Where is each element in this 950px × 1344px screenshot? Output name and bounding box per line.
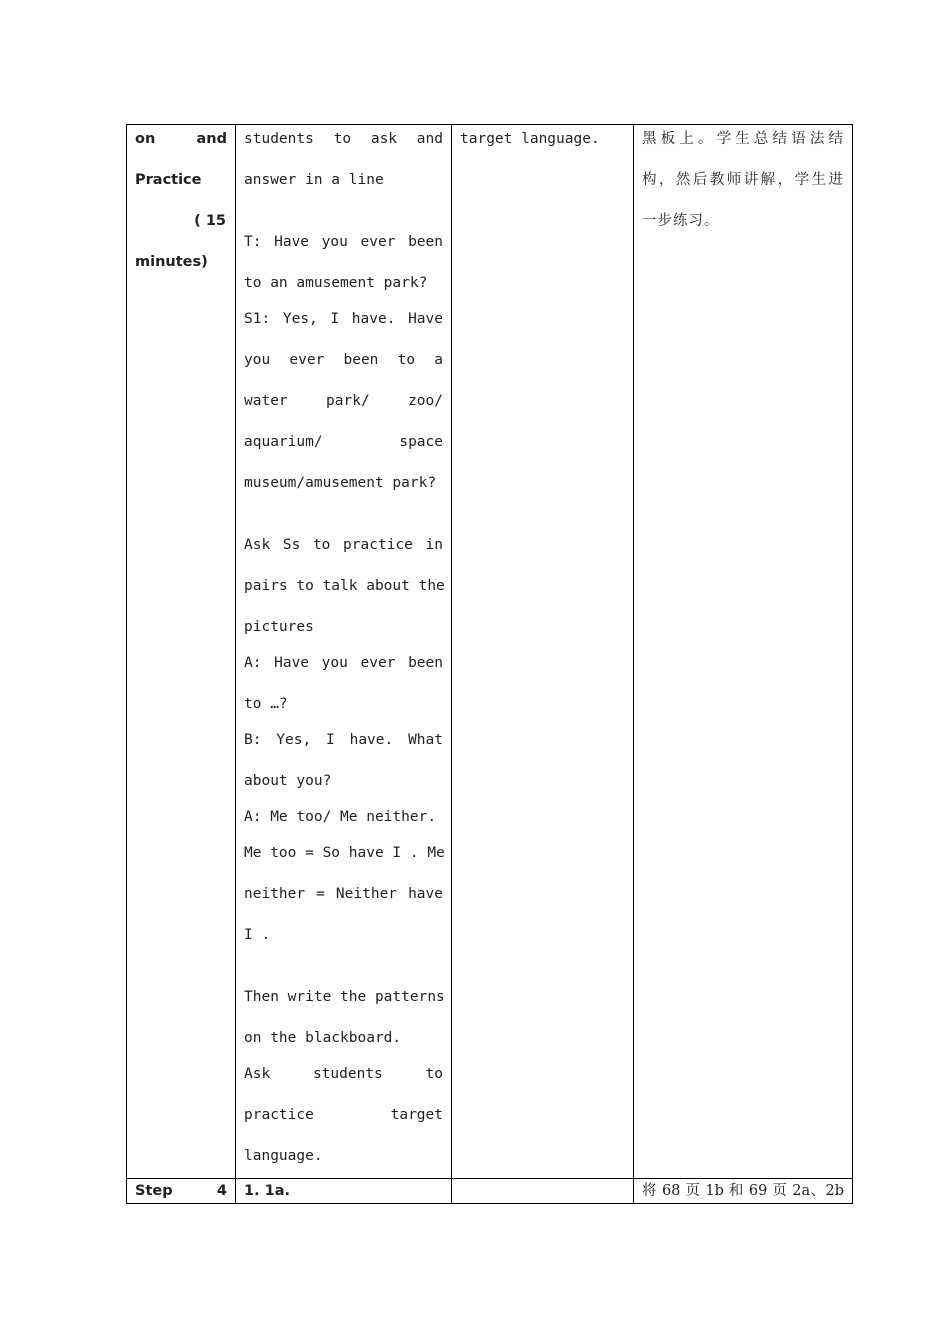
procedure-line: to an amusement park? <box>244 275 428 291</box>
stage-line: Step 4 <box>135 1183 227 1199</box>
procedure-line: Me too = So have I . Me <box>244 845 445 861</box>
stage-line: on and <box>135 131 227 147</box>
purpose-cell <box>634 1179 853 1204</box>
stage-cell <box>127 125 236 1179</box>
procedure-line: neither = Neither have <box>244 886 443 902</box>
stage-line: Practice <box>135 172 202 188</box>
procedure-gap <box>244 962 443 983</box>
procedure-line: answer in a line <box>244 172 384 188</box>
procedure-line: S1: Yes, I have. Have <box>244 311 443 327</box>
procedure-cell <box>236 125 452 1179</box>
procedure-line: pairs to talk about the <box>244 578 445 594</box>
students-cell <box>452 1179 634 1204</box>
purpose-line: 将 68 页 1b 和 69 页 2a、2b <box>642 1183 844 1199</box>
procedure-line: to …? <box>244 696 288 712</box>
procedure-line: on the blackboard. <box>244 1030 402 1046</box>
procedure-cell <box>236 1179 452 1204</box>
table-row <box>127 1179 853 1204</box>
procedure-line: A: Me too/ Me neither. <box>244 809 437 825</box>
stage-line: ( 15 <box>194 213 226 229</box>
stage-cell <box>127 1179 236 1204</box>
lesson-plan-table <box>126 124 853 1204</box>
students-cell <box>452 125 634 1179</box>
table-row <box>127 125 853 1179</box>
purpose-cell <box>634 125 853 1179</box>
procedure-line: Ask students to <box>244 1066 443 1082</box>
procedure-line: students to ask and <box>244 131 443 147</box>
procedure-line: I . <box>244 927 271 943</box>
procedure-line: about you? <box>244 773 332 789</box>
procedure-line: pictures <box>244 619 314 635</box>
procedure-line: A: Have you ever been <box>244 655 443 671</box>
procedure-line: aquarium/ space <box>244 434 443 450</box>
stage-line: minutes) <box>135 254 208 270</box>
procedure-line: language. <box>244 1148 323 1164</box>
procedure-line: museum/amusement park? <box>244 475 437 491</box>
procedure-gap <box>244 510 443 531</box>
procedure-line: practice target <box>244 1107 443 1123</box>
procedure-line: B: Yes, I have. What <box>244 732 443 748</box>
purpose-line: 一步练习。 <box>642 213 720 229</box>
purpose-line: 构，然后教师讲解，学生进 <box>642 172 844 188</box>
purpose-line: 黑板上。学生总结语法结 <box>642 131 844 147</box>
procedure-line: Ask Ss to practice in <box>244 537 443 553</box>
students-line: target language. <box>460 131 600 147</box>
procedure-line: T: Have you ever been <box>244 234 443 250</box>
procedure-line: Then write the patterns <box>244 989 445 1005</box>
procedure-gap <box>244 207 443 228</box>
procedure-line: you ever been to a <box>244 352 443 368</box>
procedure-line: 1. 1a. <box>244 1183 291 1199</box>
students-line <box>460 1179 625 1203</box>
procedure-line: water park/ zoo/ <box>244 393 443 409</box>
